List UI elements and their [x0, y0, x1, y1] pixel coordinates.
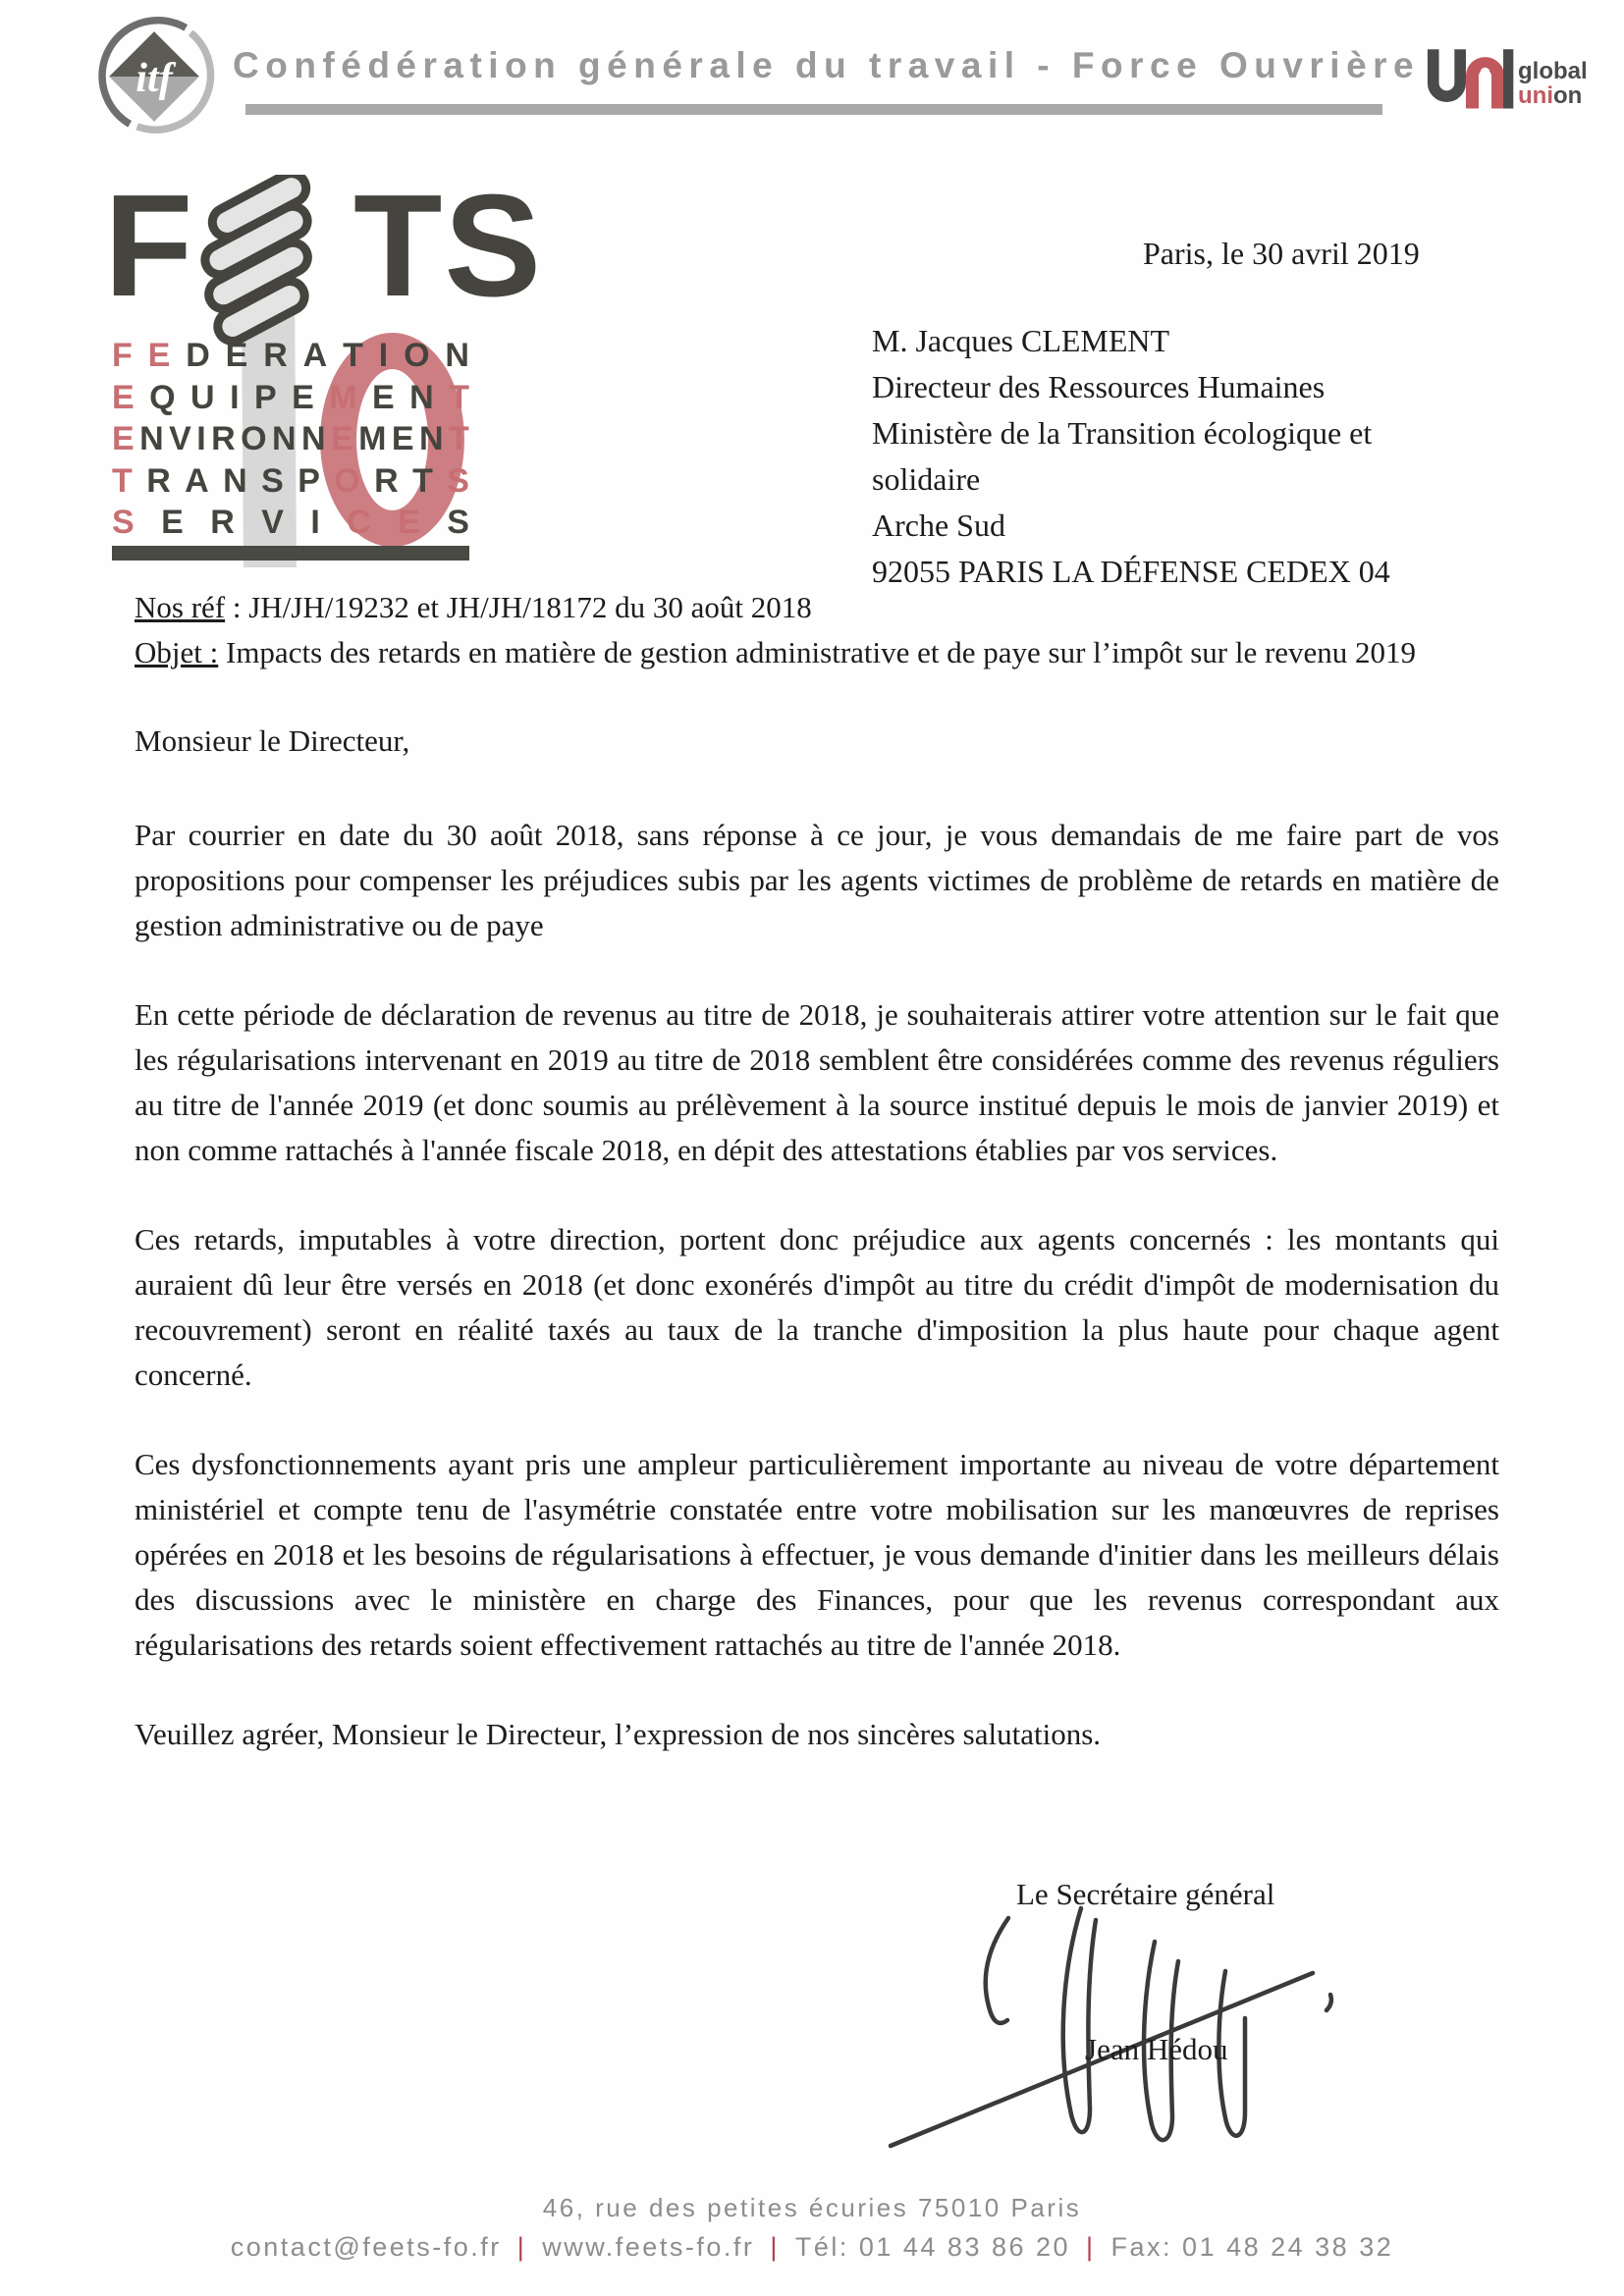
footer-separator: | [516, 2232, 527, 2262]
feets-word-rows [112, 336, 469, 545]
uni-global-label: global [1518, 58, 1588, 84]
feets-logo-row: T R A N S P O R T S [112, 461, 469, 500]
footer-email: contact@feets-fo.fr [230, 2232, 502, 2262]
svg-text:itf: itf [135, 54, 173, 101]
feets-logo-row: S E R V I C E S [112, 504, 469, 541]
recipient-block [872, 318, 1390, 595]
recipient-line: Directeur des Ressources Humaines [872, 369, 1326, 404]
recipient-line: M. Jacques CLEMENT [872, 323, 1170, 358]
itf-logo-icon [93, 16, 215, 137]
feets-logo-row: E Q U I P E M E N T [112, 378, 469, 416]
signer-title: Le Secrétaire général [1016, 1877, 1275, 1911]
feets-logo-row: E N V I R O N N E M E N T [112, 420, 469, 457]
footer-separator: | [770, 2232, 780, 2262]
recipient-line: 92055 PARIS LA DÉFENSE CEDEX 04 [872, 554, 1390, 589]
recipient-line: Ministère de la Transition écologique et [872, 415, 1373, 451]
footer-separator: | [1086, 2232, 1096, 2262]
uni-union-label: union [1518, 82, 1583, 109]
recipient-line: Arche Sud [872, 507, 1005, 543]
closing-line: Veuillez agréer, Monsieur le Directeur, l’expression de nos sincères salutations. [135, 1717, 1102, 1751]
footer-address: 46, rue des petites écuries 75010 Paris [542, 2193, 1082, 2222]
footer-tel: Tél: 01 44 83 86 20 [794, 2232, 1071, 2262]
letter-body [135, 585, 1499, 1757]
paragraph-2: En cette période de déclaration de revenus au titre de 2018, je souhaiterais attirer votre attention sur le fait que les régularisations intervenant en 2019 au titre de 2018 semblent être considérées comme des revenus réguliers au titre de l'année 2019 (et donc soumis au prélèvement à la source institué depuis le mois de janvier 2019) et non comme rattachés à l'année fiscale 2018, en dépit des attestations établies par vos services. [135, 997, 1499, 1167]
feets-logo-row: F E D E R A T I O N [112, 337, 469, 374]
feets-fo-logo [96, 165, 544, 571]
feets-big-ts: TS [353, 165, 544, 327]
signer-name: Jean Hédou [1085, 2032, 1228, 2066]
reference-line: Nos réf : JH/JH/19232 et JH/JH/18172 du 30 août 2018 [135, 590, 812, 624]
org-title: Confédération générale du travail - Force Ouvrière [233, 45, 1421, 85]
footer-fax: Fax: 01 48 24 38 32 [1110, 2232, 1394, 2262]
uni-global-union-logo [1420, 33, 1588, 122]
uni-mark-icon [1420, 33, 1514, 122]
feets-big-f: F [104, 165, 193, 327]
footer-website: www.feets-fo.fr [542, 2232, 755, 2262]
paragraph-1: Par courrier en date du 30 août 2018, sans réponse à ce jour, je vous demandais de me faire part de vos propositions pour compenser les préjudices subis par les agents victimes de problème de retards en matière de gestion administrative ou de paye [135, 818, 1499, 942]
feets-bottom-bar [112, 546, 469, 561]
recipient-line: solidaire [872, 461, 981, 497]
footer-contact-line [0, 2232, 1624, 2263]
salutation: Monsieur le Directeur, [135, 723, 410, 758]
letter-date: Paris, le 30 avril 2019 [1143, 236, 1420, 271]
paragraph-3: Ces retards, imputables à votre direction, portent donc préjudice aux agents concernés : les montants qui auraient dû leur être versés en 2018 (et donc exonérés d'impôt au titre du crédit d'impôt de modernisation du recouvrement) seront en réalité taxés au taux de la tranche d'imposition la plus haute pour chaque agent concerné. [135, 1222, 1499, 1392]
header-rule [245, 104, 1382, 115]
subject-line: Objet : Impacts des retards en matière de gestion administrative et de paye sur l’impôt sur le revenu 2019 [135, 635, 1417, 669]
paragraph-4: Ces dysfonctionnements ayant pris une ampleur particulièrement importante au niveau de votre département ministériel et compte tenu de l'asymétrie constatée entre votre mobilisation sur les manœuvres de reprises opérées en 2018 et les besoins de régularisations à effectuer, je vous demande d'initier dans les meilleurs délais des discussions avec le ministère en charge des Finances, pour que les revenus correspondant aux régularisations des retards soient effectivement rattachés au titre de l'année 2018. [135, 1447, 1499, 1662]
